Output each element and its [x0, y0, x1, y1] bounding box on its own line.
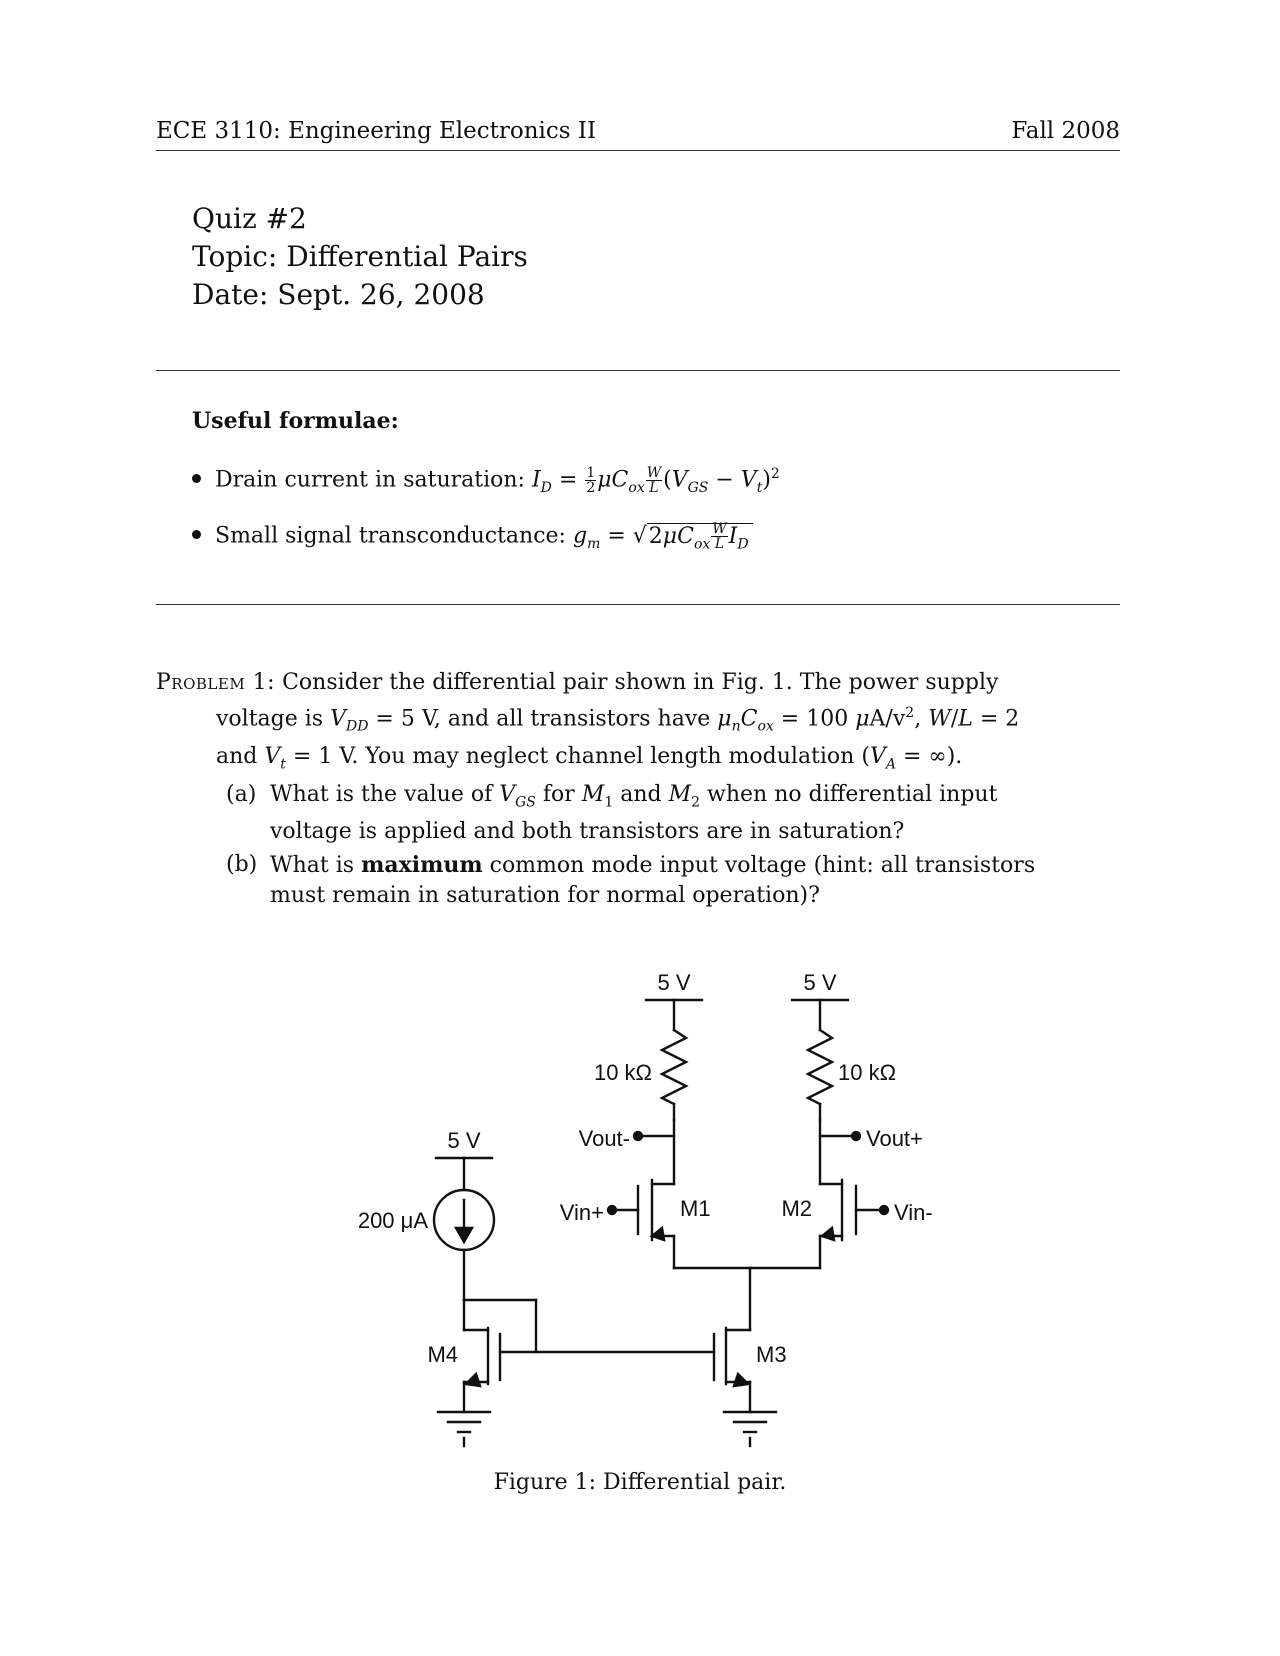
supply-label-m2: 5 V: [803, 970, 837, 995]
r1-label: 10 kΩ: [593, 1060, 652, 1085]
vin-minus-label: Vin-: [894, 1200, 933, 1225]
quiz-topic: Topic: Differential Pairs: [192, 240, 528, 273]
quiz-title: Quiz #2: [192, 202, 307, 235]
course-title: ECE 3110: Engineering Electronics II: [156, 118, 597, 144]
term: Fall 2008: [1011, 118, 1120, 144]
problem-part-a: (a) What is the value of $V_{GS}$ for $M_1$ and $M_2$ when no differential input voltage is applied and both transistors are in saturation?: [226, 782, 998, 845]
formula-gm-label: Small signal transconductance:: [215, 523, 566, 549]
m2-label: M2: [781, 1196, 812, 1221]
formula-drain-label: Drain current in saturation:: [215, 467, 525, 493]
current-source-label: 200 μA: [357, 1208, 428, 1233]
figure-caption: Figure 1: Differential pair.: [493, 1470, 787, 1495]
problem-statement: Problem 1: Consider the differential pair shown in Fig. 1. The power supply voltage is $V_{DD} = 5$ V, and all transistors have $\mu_nC_{ox} = 100$ $\mu A/v^2$, W/L = 2 and $V_t = 1$ V. You may neglect channel length modulation ($V_A$ = ∞).: [156, 670, 1020, 773]
supply-label-m1: 5 V: [657, 970, 691, 995]
resistor-r1-icon: [662, 1030, 686, 1104]
formulae-heading: Useful formulae:: [192, 408, 399, 434]
supply-label-left: 5 V: [447, 1128, 481, 1153]
vin-plus-label: Vin+: [559, 1200, 604, 1225]
quiz-date: Date: Sept. 26, 2008: [192, 278, 485, 311]
emphasis-maximum: maximum: [361, 852, 483, 878]
part-b-label: (b): [226, 852, 258, 877]
resistor-r2-icon: [808, 1030, 832, 1104]
formula-transconductance: Small signal transconductance: $g_m = √2\mu C_{ox}$ $\frac{W}{L}$ $I_D$: [192, 522, 753, 552]
m4-label: M4: [427, 1342, 458, 1367]
vout-plus-label: Vout+: [866, 1126, 923, 1151]
m3-label: M3: [756, 1342, 787, 1367]
formula-drain-current: Drain current in saturation: $I_D$ = $\frac{1}{2}$ $\mu C_{ox}$ $\frac{W}{L}$ $(V_{GS} - V_t)^2$: [192, 466, 780, 496]
part-a-label: (a): [226, 782, 257, 807]
vout-minus-label: Vout-: [578, 1126, 630, 1151]
r2-label: 10 kΩ: [838, 1060, 897, 1085]
problem-part-b: (b) What is maximum common mode input voltage (hint: all transistors must remain in saturation for normal operation)?: [226, 852, 1036, 908]
m1-label: M1: [680, 1196, 711, 1221]
problem-label: Problem 1:: [156, 670, 276, 695]
